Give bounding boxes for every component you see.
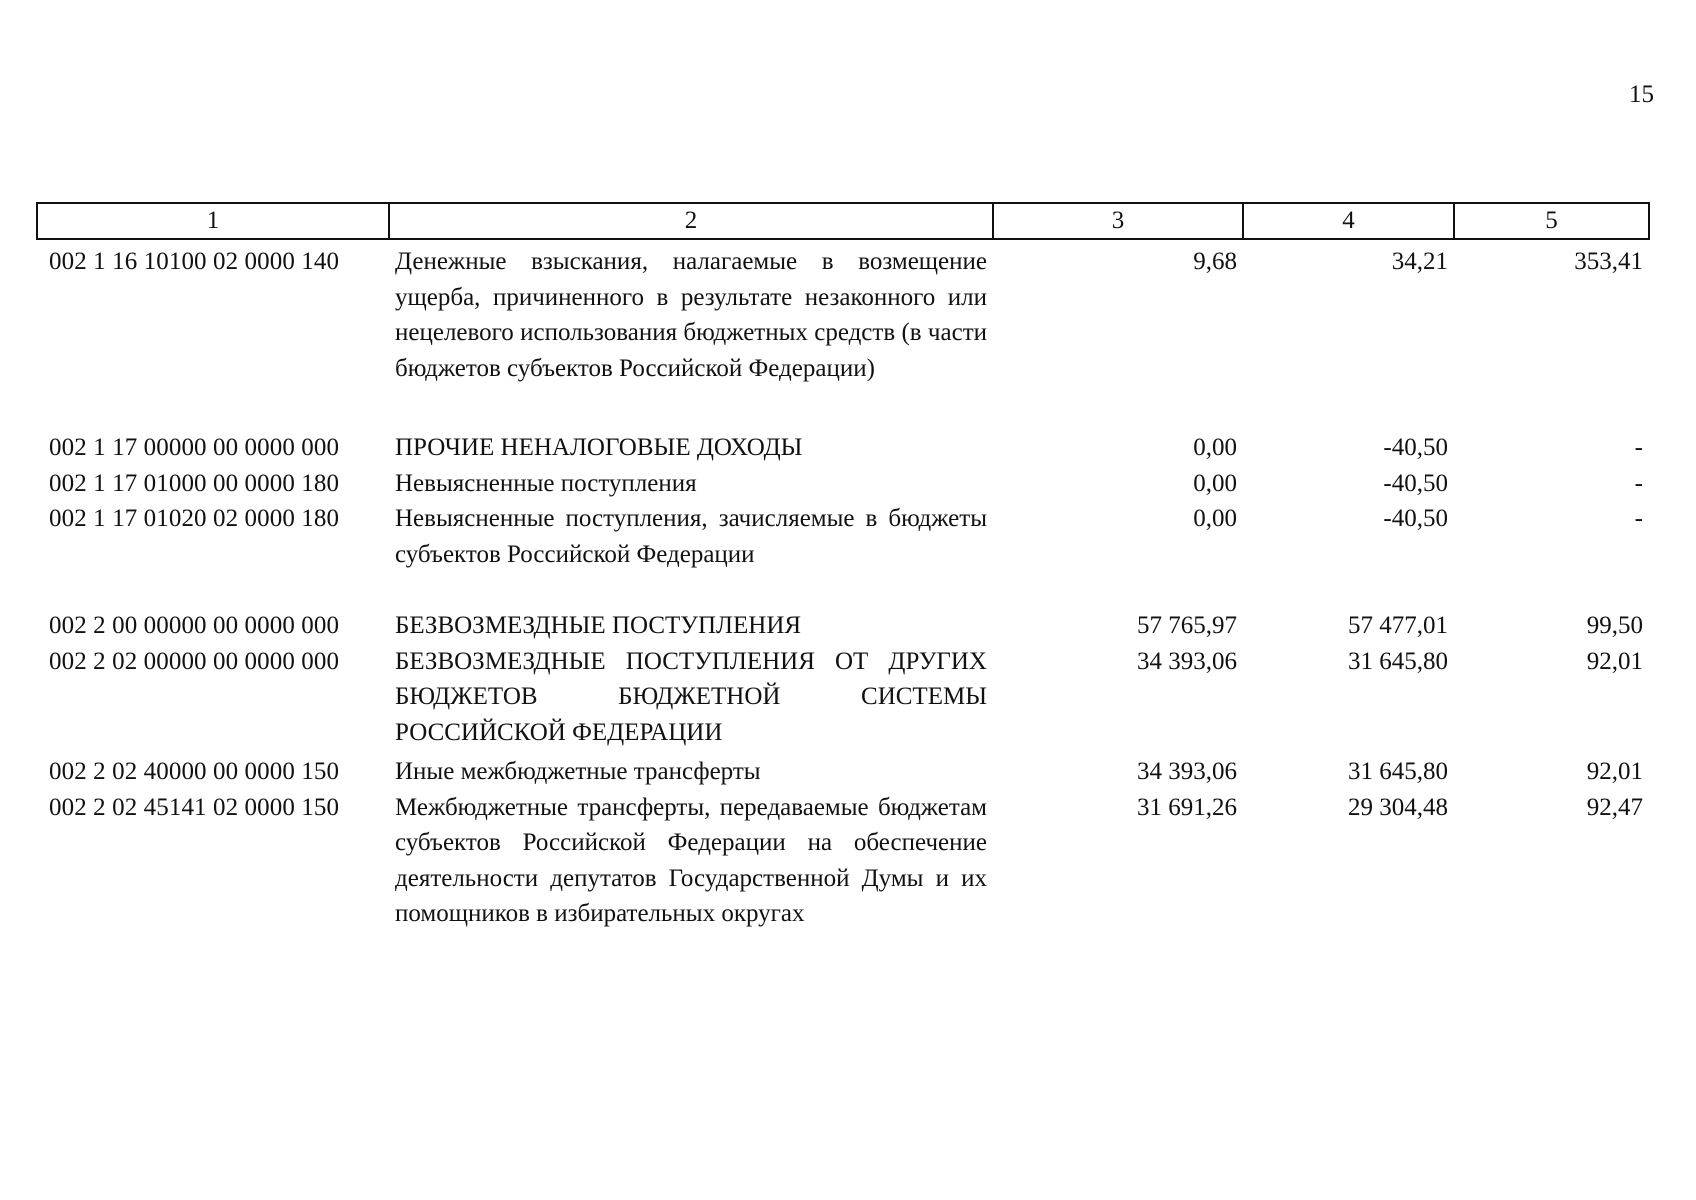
row-value-col3: 34 393,06 [1137,758,1237,785]
row-name: ПРОЧИЕ НЕНАЛОГОВЫЕ ДОХОДЫ [395,434,803,461]
row-value-col4: -40,50 [1383,469,1448,497]
row-code: 002 1 17 01000 00 0000 180 [49,469,340,497]
row-value-col5: - [1634,505,1643,532]
column-header-4: 4 [1243,203,1454,239]
table-row [37,239,1649,386]
table-row [37,386,1649,466]
row-value-col3: 34 393,06 [1137,647,1237,675]
row-code: 002 2 02 45141 02 0000 150 [49,793,340,821]
row-value-col4: 34,21 [1391,248,1448,275]
row-name: Межбюджетные трансферты, передаваемые бюджетам субъектов Российской Федерации на обеспечение деятельности депутатов Государственной Думы и их помощников в избирательных округах [395,793,987,927]
row-name: Невыясненные поступления [395,469,697,497]
column-header-3: 3 [993,203,1243,239]
row-value-col5: 99,50 [1586,612,1643,639]
row-value-col5: 92,01 [1586,647,1643,675]
table-header-row [37,203,1649,239]
row-value-col3: 31 691,26 [1137,793,1237,821]
row-value-col3: 0,00 [1193,469,1237,497]
row-value-col3: 57 765,97 [1137,612,1237,639]
row-name: БЕЗВОЗМЕЗДНЫЕ ПОСТУПЛЕНИЯ [395,612,802,639]
row-value-col3: 0,00 [1193,434,1237,461]
row-name: Иные межбюджетные трансферты [395,758,761,785]
row-value-col5: 92,01 [1586,758,1643,785]
row-name: Невыясненные поступления, зачисляемые в бюджеты субъектов Российской Федерации [395,505,987,568]
row-value-col4: 31 645,80 [1348,758,1448,785]
table-row [37,644,1649,751]
row-value-col5: 353,41 [1574,248,1643,275]
table-row [37,790,1649,932]
table-row [37,750,1649,790]
row-value-col4: -40,50 [1383,434,1448,461]
row-value-col5: - [1634,469,1643,497]
row-code: 002 1 16 10100 02 0000 140 [49,248,340,275]
row-code: 002 2 02 40000 00 0000 150 [49,758,340,785]
row-value-col5: 92,47 [1586,793,1643,821]
row-value-col5: - [1634,434,1643,461]
row-code: 002 2 02 00000 00 0000 000 [49,647,340,675]
row-value-col4: 57 477,01 [1348,612,1448,639]
row-value-col4: 31 645,80 [1348,647,1448,675]
column-header-1: 1 [37,203,389,239]
row-name: Денежные взыскания, налагаемые в возмещение ущерба, причиненного в результате незаконного или нецелевого использования бюджетных средств (в части бюджетов субъектов Российской Федерации) [395,248,987,382]
row-value-col4: 29 304,48 [1348,793,1448,821]
row-code: 002 1 17 00000 00 0000 000 [49,434,340,461]
row-code: 002 1 17 01020 02 0000 180 [49,505,340,532]
column-header-5: 5 [1454,203,1649,239]
row-value-col3: 0,00 [1193,505,1237,532]
row-value-col4: -40,50 [1383,505,1448,532]
table-row [37,572,1649,644]
table-row [37,466,1649,502]
row-value-col3: 9,68 [1193,248,1237,275]
budget-table [36,202,1650,932]
page-number: 15 [1629,81,1654,108]
row-code: 002 2 00 00000 00 0000 000 [49,612,340,639]
table-row [37,501,1649,572]
row-name: БЕЗВОЗМЕЗДНЫЕ ПОСТУПЛЕНИЯ ОТ ДРУГИХ БЮДЖЕТОВ БЮДЖЕТНОЙ СИСТЕМЫ РОССИЙСКОЙ ФЕДЕРАЦИИ [395,647,987,746]
column-header-2: 2 [389,203,993,239]
